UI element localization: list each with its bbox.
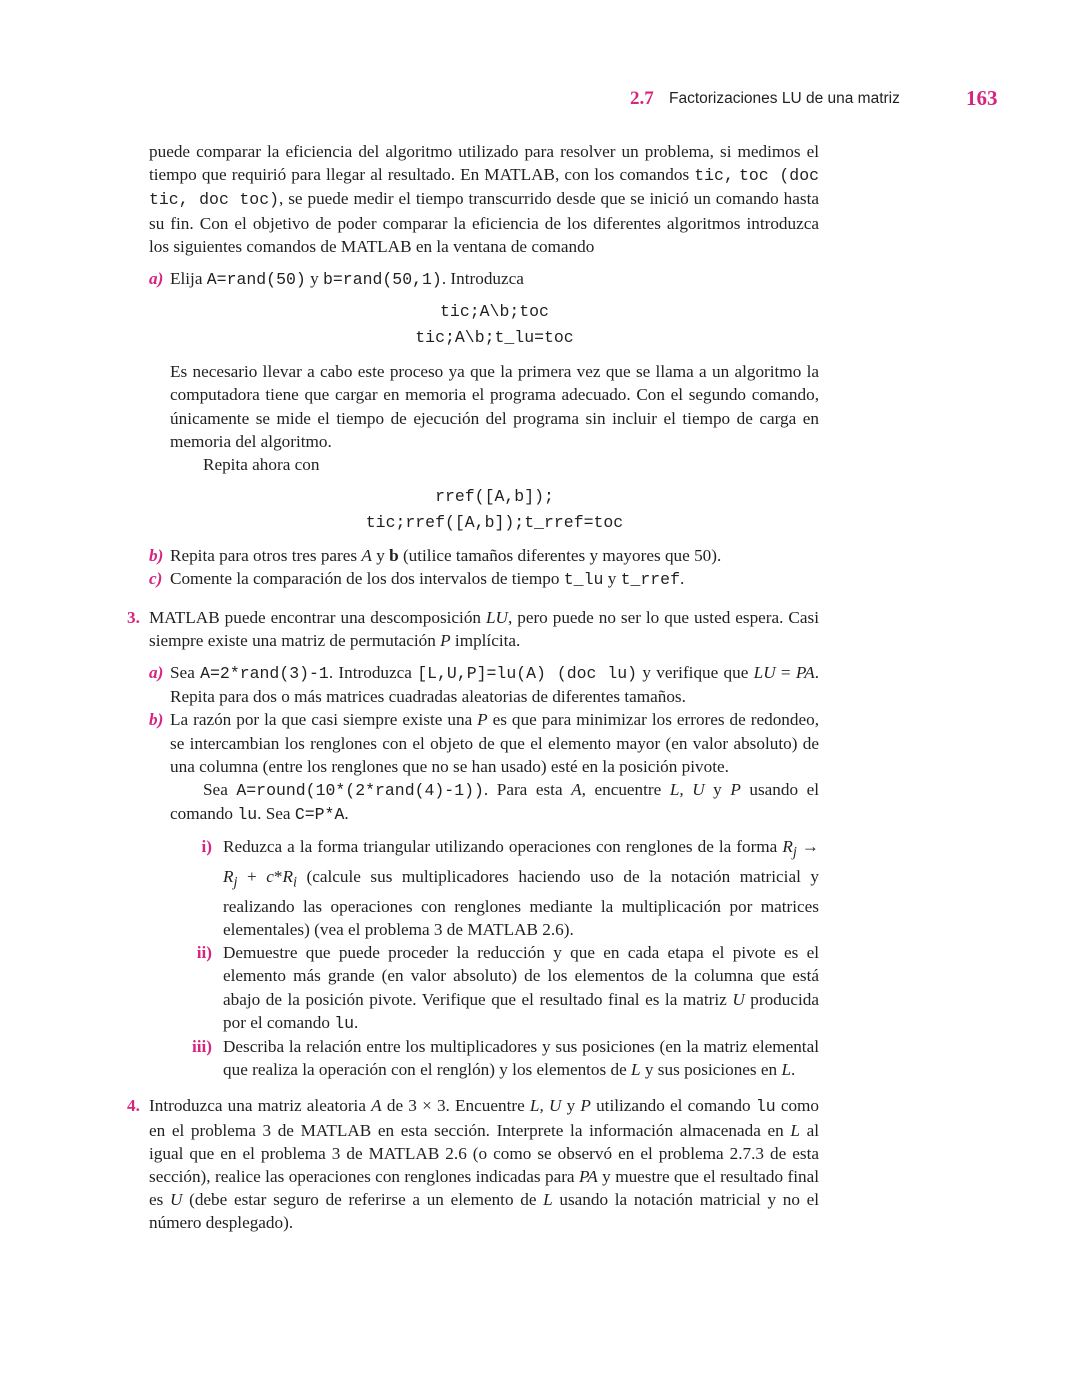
item-label: iii) — [191, 1036, 212, 1056]
item-label: i) — [201, 837, 212, 857]
exercise-3a: a) Sea A=2*rand(3)-1. Introduzca [L,U,P]=lu(A) (doc lu) y verifique que LU = PA. Repita para dos o más matrices cuadradas aleatorias de diferentes tamaños. — [149, 663, 819, 707]
item-label: b) — [149, 546, 164, 566]
repeat-text: Repita ahora con — [203, 455, 320, 475]
page-header — [0, 86, 1080, 116]
page-body — [127, 140, 820, 1235]
item-label: ii) — [196, 943, 212, 963]
code-line: tic;rref([A,b]);t_rref=toc — [365, 513, 624, 533]
exercise-3b: b) La razón por la que casi siempre existe una P es que para minimizar los errores de redondeo, se intercambian los renglones con el objeto de que el elemento mayor (en valor absoluto) de una columna (entre los renglones que no se han usado) esté en la posición pivote. Sea A=round(10*(2*rand(4)-1)). Para esta A, encuentre L, U y P usando el comando lu. Sea C=P*A. — [149, 710, 819, 825]
exercise-4: 4. Introduzca una matriz aleatoria A de 3 × 3. Encuentre L, U y P utilizando el comando lu como en el problema 3 de MATLAB en esta sección. Interprete la información almacenada en L al igual que en el problema 3 de MATLAB 2.6 (o como se observó en el problema 2.7.3 de esta sección), realice las operaciones con renglones indicadas para PA y muestre que el resultado final es U (debe estar seguro de referirse a un elemento de L usando la notación matricial y no el número desplegado). — [127, 1096, 820, 1233]
exercise-3b-iii: iii) Describa la relación entre los multiplicadores y sus posiciones (en la matriz elemental que realiza la operación con el renglón) y los elementos de L y sus posiciones en L. — [170, 1035, 819, 1081]
section-title: Factorizaciones LU de una matriz — [669, 90, 900, 107]
exercise-2a: a) Elija A=rand(50) y b=rand(50,1). Introduzca tic;A\b;toc tic;A\b;t_lu=toc Es necesario llevar a cabo este proceso ya que la primera vez que se llama a un algoritmo la computadora tiene que cargar en memoria el programa adecuado. Con el segundo comando, únicamente se mide el tiempo de ejecución del programa sin incluir el tiempo de carga en memoria del algoritmo. Repita ahora con rref([A,b]); tic;rref([A,b]);t_rref=toc — [149, 267, 819, 536]
exercise-3: 3. MATLAB puede encontrar una descomposición LU, pero puede no ser lo que usted espera. Casi siempre existe una matriz de permutación P implícita. — [127, 607, 819, 650]
exercise-2c: c) Comente la comparación de los dos intervalos de tiempo t_lu y t_rref. — [149, 569, 685, 590]
exercise-2b: b) Repita para otros tres pares A y b (utilice tamaños diferentes y mayores que 50). — [149, 544, 819, 567]
code-line: rref([A,b]); — [435, 487, 554, 507]
exercise-3b-ii: ii) Demuestre que puede proceder la reducción y que en cada etapa el pivote es el elemento más grande (en valor absoluto) de los elementos de la columna que está abajo de la posición pivote. Verifique que el resultado final es la matriz U producida por el comando lu. — [170, 941, 819, 1035]
problem-number: 3. — [127, 607, 140, 627]
section-number: 2.7 — [630, 88, 654, 109]
item-label: c) — [149, 569, 163, 589]
code-line: tic;A\b;t_lu=toc — [415, 328, 574, 348]
explanation-text: Es necesario llevar a cabo este proceso ya que la primera vez que se llama a un algoritmo la computadora tiene que cargar en memoria el programa adecuado. Con el segundo comando, únicamente se mide el tiempo de ejecución del programa sin incluir el tiempo de carga en memoria del algoritmo. — [170, 362, 819, 451]
page-number: 163 — [966, 86, 998, 110]
code-line: tic;A\b;toc — [440, 302, 549, 322]
item-label: a) — [149, 269, 164, 289]
item-label: b) — [149, 710, 164, 730]
problem-number: 4. — [127, 1096, 140, 1116]
item-label: a) — [149, 663, 164, 683]
exercise-3b-i: i) Reduzca a la forma triangular utilizando operaciones con renglones de la forma $R_j \to R_j + c*R_i$ (calcule sus multiplicadores haciendo uso de la notación matricial y realizando las operaciones con renglones mediante la multiplicación por matrices elementales) (vea el problema 3 de MATLAB 2.6). — [170, 835, 819, 941]
intro-paragraph: puede comparar la eficiencia del algoritmo utilizado para resolver un problema, si medimos el tiempo que requirió para llegar al resultado. En MATLAB, con los comandos tic, toc (doc tic, doc toc), se puede medir el tiempo transcurrido desde que se inició un comando hasta su fin. Con el objetivo de poder comparar la eficiencia de los diferentes algoritmos introduzca los siguientes comandos de MATLAB en la ventana de comando — [149, 142, 819, 256]
